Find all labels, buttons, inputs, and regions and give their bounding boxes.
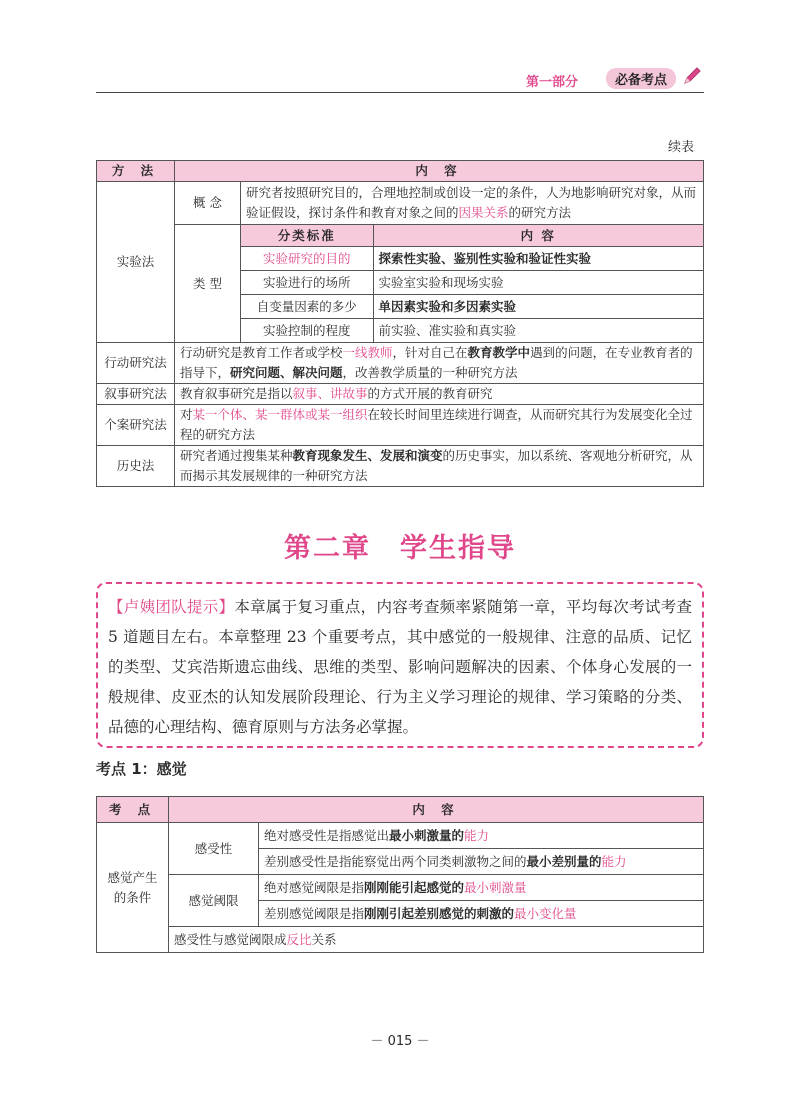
table-row	[97, 225, 704, 343]
method-experiment: 实验法	[97, 182, 175, 343]
sensation-table	[96, 796, 704, 953]
research-methods-table	[96, 160, 704, 487]
column-header-content: 内 容	[175, 161, 704, 182]
abs-sensitivity-text: 绝对感受性是指感觉出最小刺激量的能力	[259, 823, 704, 849]
tip-box	[96, 582, 704, 748]
method-action: 行动研究法	[97, 343, 175, 384]
types-subtable-cell	[241, 225, 704, 343]
type-label: 类 型	[175, 225, 241, 343]
history-text: 研究者通过搜集某种教育现象发生、发展和演变的历史事实，加以系统、客观地分析研究，从而揭示其发展规律的一种研究方法	[175, 446, 704, 487]
column-header-content: 内 容	[169, 797, 704, 823]
table-row	[97, 927, 704, 953]
method-narrative: 叙事研究法	[97, 384, 175, 405]
concept-label: 概 念	[175, 182, 241, 225]
subtable-header-row	[241, 225, 703, 247]
type-content: 探索性实验、鉴别性实验和验证性实验	[373, 247, 703, 271]
header-badge: 必备考点	[606, 68, 676, 89]
sub-header-criterion: 分类标准	[241, 225, 373, 247]
narrative-text: 教育叙事研究是指以叙事、讲故事的方式开展的教育研究	[175, 384, 704, 405]
threshold-label: 感觉阈限	[169, 875, 259, 927]
type-content: 实验室实验和现场实验	[373, 271, 703, 295]
header-part: 第一部分	[525, 75, 578, 90]
type-criterion: 实验研究的目的	[241, 247, 373, 271]
table-row	[241, 247, 703, 271]
case-text: 对某一个体、某一群体或某一组织在较长时间里连续进行调查，从而研究其行为发展变化全过程的研究方法	[175, 405, 704, 446]
action-text: 行动研究是教育工作者或学校一线教师，针对自己在教育教学中遇到的问题，在专业教育者的指导下，研究问题、解决问题，改善教学质量的一种研究方法	[175, 343, 704, 384]
table-header-row	[97, 797, 704, 823]
table-row	[241, 271, 703, 295]
table-row	[97, 405, 704, 446]
table-row	[241, 319, 703, 343]
table-header-row	[97, 161, 704, 182]
method-history: 历史法	[97, 446, 175, 487]
table-row	[97, 875, 704, 901]
chapter-title: 第二章 学生指导	[284, 533, 516, 564]
relation-text: 感受性与感觉阈限成反比关系	[169, 927, 704, 953]
method-case: 个案研究法	[97, 405, 175, 446]
type-content: 单因素实验和多因素实验	[373, 295, 703, 319]
diff-sensitivity-text: 差别感受性是指能察觉出两个同类刺激物之间的最小差别量的能力	[259, 849, 704, 875]
diff-threshold-text: 差别感觉阈限是指刚刚引起差别感觉的刺激的最小变化量	[259, 901, 704, 927]
column-header-method: 方 法	[97, 161, 175, 182]
table-row	[97, 823, 704, 849]
sensitivity-label: 感受性	[169, 823, 259, 875]
type-criterion: 实验控制的程度	[262, 322, 351, 338]
table-row	[97, 182, 704, 225]
continued-table-label: 续表	[668, 140, 695, 155]
abs-threshold-text: 绝对感觉阈限是指刚刚能引起感觉的最小刺激量	[259, 875, 704, 901]
table-row	[97, 446, 704, 487]
section-title: 考点 1：感觉	[96, 760, 187, 778]
tip-label: 【卢姨团队提示】	[108, 598, 235, 616]
pencil-icon	[682, 66, 702, 90]
type-criterion: 实验进行的场所	[241, 271, 373, 295]
table-row	[97, 384, 704, 405]
type-content: 前实验、准实验和真实验	[373, 319, 703, 343]
experiment-types-subtable	[241, 225, 703, 342]
table-row	[97, 343, 704, 384]
concept-text: 研究者按照研究目的，合理地控制或创设一定的条件，人为地影响研究对象，从而验证假设，探讨条件和教育对象之间的因果关系的研究方法	[241, 182, 704, 225]
table-row	[241, 295, 703, 319]
page-number: － 015 －	[370, 1034, 430, 1049]
column-header-point: 考 点	[97, 797, 169, 823]
tip-text: 本章属于复习重点，内容考查频率紧随第一章，平均每次考试考查 5 道题目左右。本章整理 23 个重要考点，其中感觉的一般规律、注意的品质、记忆的类型、艾宾浩斯遗忘曲线、思维的类型、影响问题解决的因素、个体身心发展的一般规律、皮亚杰的认知发展阶段理论、行为主义学习理论的规律、学习策略的分类、品德的心理结构、德育原则与方法务必掌握。	[108, 598, 692, 736]
page-header	[96, 64, 704, 93]
point-label: 感觉产生的条件	[97, 823, 169, 953]
type-criterion: 自变量因素的多少	[241, 295, 373, 319]
sub-header-content: 内 容	[373, 225, 703, 247]
